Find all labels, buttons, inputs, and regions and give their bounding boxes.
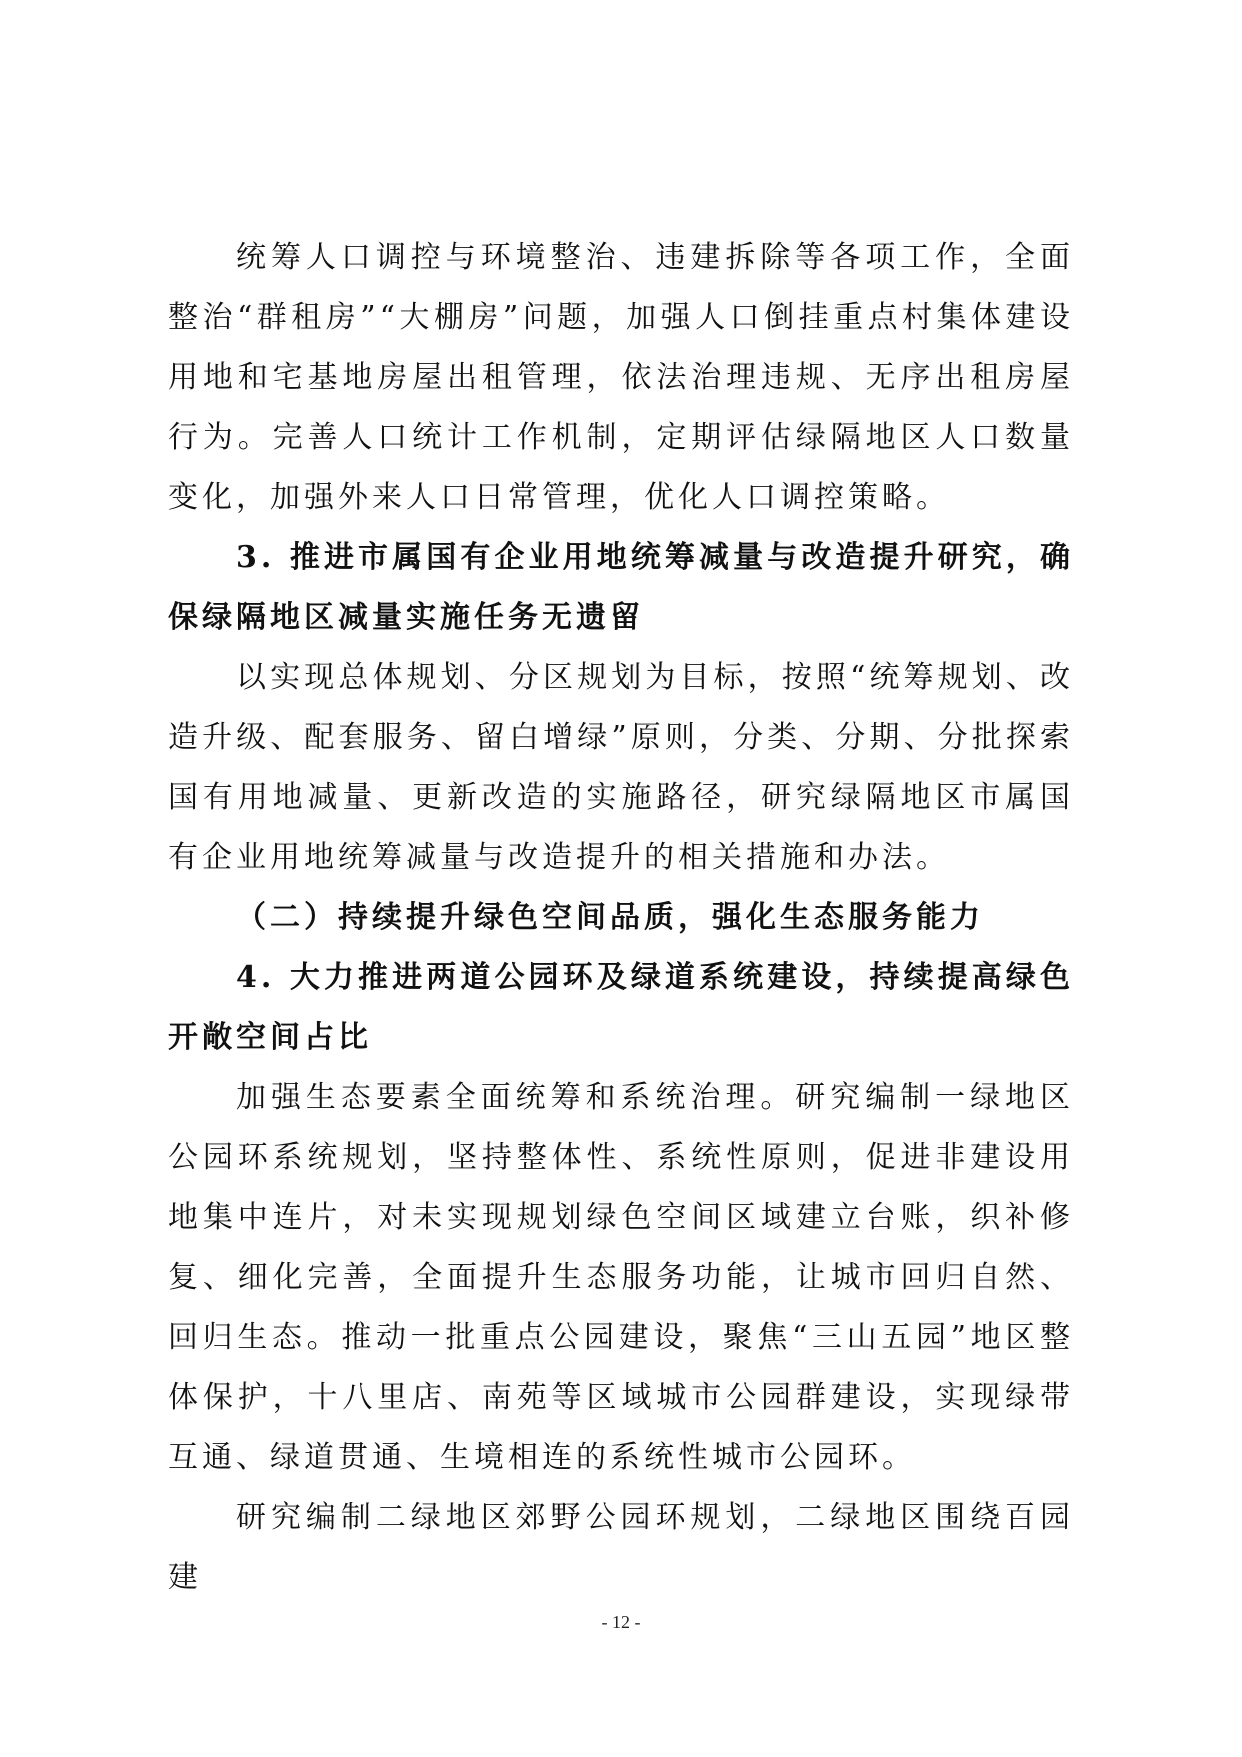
paragraph-population-control: 统筹人口调控与环境整治、违建拆除等各项工作，全面整治“群租房”“大棚房”问题，加强人口倒挂重点村集体建设用地和宅基地房屋出租管理，依法治理违规、无序出租房屋行为。完善人口统计工作机制，定期评估绿隔地区人口数量变化，加强外来人口日常管理，优化人口调控策略。 bbox=[168, 240, 1074, 515]
paragraph-park-ring-system: 加强生态要素全面统筹和系统治理。研究编制一绿地区公园环系统规划，坚持整体性、系统性原则，促进非建设用地集中连片，对未实现规划绿色空间区域建立台账，织补修复、细化完善，全面提升生态服务功能，让城市回归自然、回归生态。推动一批重点公园建设，聚焦“三山五园”地区整体保护，十八里店、南苑等区域城市公园群建设，实现绿带互通、绿道贯通、生境相连的系统性城市公园环。 bbox=[168, 1080, 1074, 1475]
section-heading-2: （二）持续提升绿色空间品质，强化生态服务能力 bbox=[236, 900, 984, 935]
paragraph-country-park-ring: 研究编制二绿地区郊野公园环规划，二绿地区围绕百园建 bbox=[168, 1500, 1074, 1595]
paragraph-state-land-reduction: 以实现总体规划、分区规划为目标，按照“统筹规划、改造升级、配套服务、留白增绿”原则，分类、分期、分批探索国有用地减量、更新改造的实施路径，研究绿隔地区市属国有企业用地统筹减量与改造提升的相关措施和办法。 bbox=[168, 660, 1074, 875]
heading-item-3: 3. 推进市属国有企业用地统筹减量与改造提升研究，确保绿隔地区减量实施任务无遗留 bbox=[168, 540, 1074, 635]
page-number: - 12 - bbox=[601, 1612, 641, 1632]
document-body bbox=[168, 228, 1074, 1608]
heading-item-4: 4. 大力推进两道公园环及绿道系统建设，持续提高绿色开敞空间占比 bbox=[168, 960, 1074, 1055]
